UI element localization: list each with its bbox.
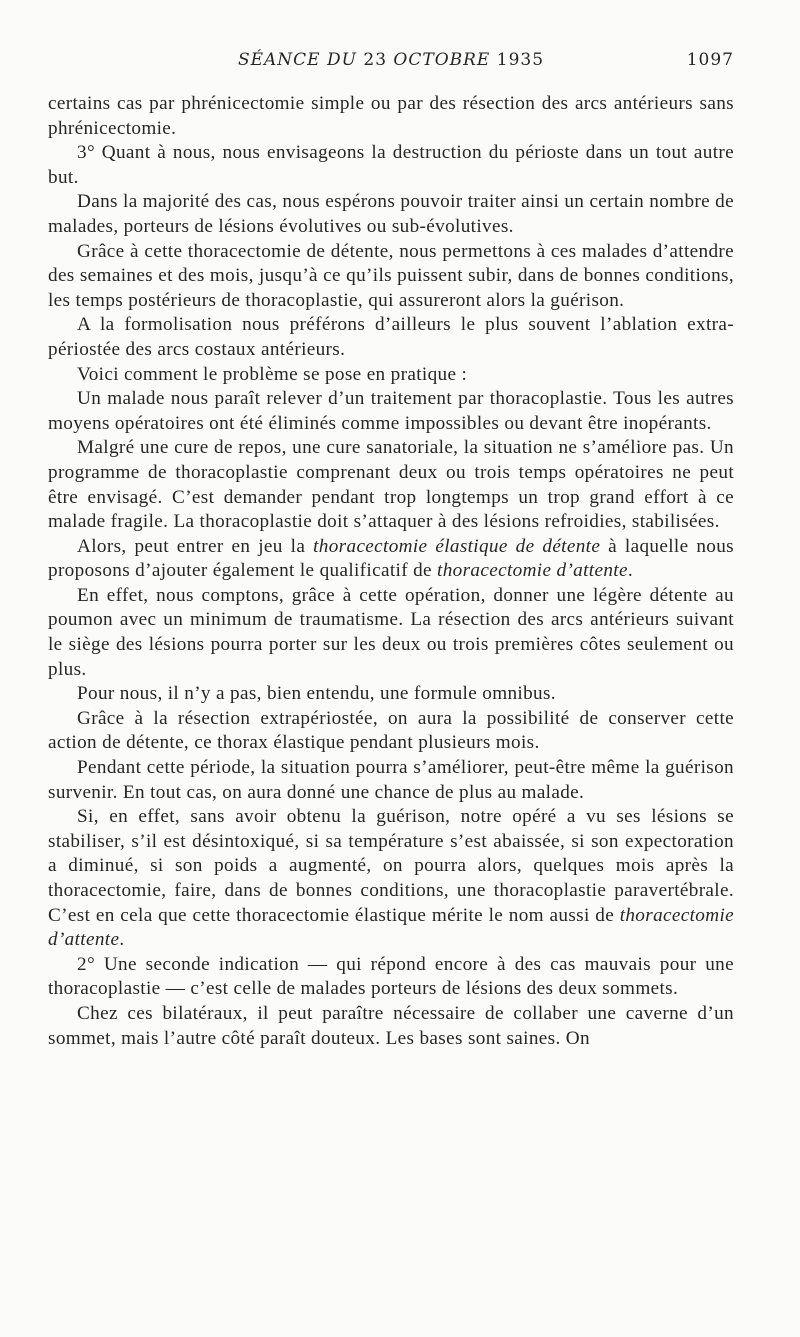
italic-term: thoracectomie élastique de détente xyxy=(313,535,601,557)
paragraph: Grâce à cette thoracectomie de détente, nous permettons à ces malades d’attendre des semaines et des mois, jusqu’à ce qu’ils puissent subir, dans de bonnes conditions, les temps postérieurs de thoracoplastie, qui assureront alors la guérison. xyxy=(48,240,734,311)
paragraph: 3° Quant à nous, nous envisageons la destruction du périoste dans un tout autre but. xyxy=(48,142,734,188)
body-text xyxy=(48,92,734,1051)
session-title xyxy=(48,50,734,70)
paragraph: 2° Une seconde indication — qui répond encore à des cas mauvais pour une thoracoplastie — c’est celle de malades porteurs de lésions des deux sommets. xyxy=(48,953,734,1000)
paragraph: Dans la majorité des cas, nous espérons pouvoir traiter ainsi un certain nombre de malades, porteurs de lésions évolutives ou sub-évolutives. xyxy=(48,191,734,237)
paragraph xyxy=(48,535,734,584)
paragraph: Malgré une cure de repos, une cure sanatoriale, la situation ne s’améliore pas. Un programme de thoracoplastie comprenant deux ou trois temps opératoires ne peut être envisagé. C’est demander pendant trop longtemps un trop grand effort à ce malade fragile. La thoracoplastie doit s’attaquer à des lésions refroidies, stabilisées. xyxy=(48,437,734,533)
session-month: OCTOBRE xyxy=(393,50,491,70)
italic-term: thoracectomie d’attente xyxy=(48,904,734,951)
italic-term: thoracectomie d’attente xyxy=(437,560,628,582)
paragraph xyxy=(48,805,734,953)
paragraph: Un malade nous paraît relever d’un traitement par thoracoplastie. Tous les autres moyens opératoires ont été éliminés comme impossibles ou devant être inopérants. xyxy=(48,388,734,434)
text-run: à laquelle nous proposons d’ajouter également le qualificatif de xyxy=(48,535,734,582)
text-run: Alors, peut entrer en jeu la xyxy=(77,535,314,557)
paragraph: A la formolisation nous préférons d’ailleurs le plus souvent l’ablation extra-périostée des arcs costaux antérieurs. xyxy=(48,314,734,360)
text-run: Si, en effet, sans avoir obtenu la guérison, notre opéré a vu ses lésions se stabiliser, s’il est désintoxiqué, si sa température s’est abaissée, si son expectoration a diminué, si son poids a augmenté, on pourra alors, quelques mois après la thoracectomie, faire, dans de bonnes conditions, une thoracoplastie paravertébrale. C’est en cela que cette thoracectomie élastique mérite le nom aussi de xyxy=(48,806,734,926)
paragraph: Grâce à la résection extrapériostée, on aura la possibilité de conserver cette action de détente, ce thorax élastique pendant plusieurs mois. xyxy=(48,707,734,754)
paragraph: En effet, nous comptons, grâce à cette opération, donner une légère détente au poumon avec un minimum de traumatisme. La résection des arcs antérieurs suivant le siège des lésions pourra porter sur les deux ou trois premières côtes seulement ou plus. xyxy=(48,584,734,680)
running-header xyxy=(48,50,734,74)
paragraph: Pour nous, il n’y a pas, bien entendu, une formule omnibus. xyxy=(77,683,556,705)
paragraph: Pendant cette période, la situation pourra s’améliorer, peut-être même la guérison survenir. En tout cas, on aura donné une chance de plus au malade. xyxy=(48,757,734,803)
session-day: 23 xyxy=(363,50,388,70)
paragraph: Chez ces bilatéraux, il peut paraître nécessaire de collaber une caverne d’un sommet, mais l’autre côté paraît douteux. Les bases sont saines. On xyxy=(48,1002,734,1049)
session-year: 1935 xyxy=(496,50,545,70)
text-run: . xyxy=(627,560,634,582)
session-label: SÉANCE DU xyxy=(237,50,357,70)
text-run: . xyxy=(119,929,125,951)
paragraph: Voici comment le problème se pose en pratique : xyxy=(77,363,468,385)
paragraph: certains cas par phrénicectomie simple ou par des résection des arcs antérieurs sans phrénicectomie. xyxy=(48,93,734,139)
page-number: 1097 xyxy=(686,50,734,70)
